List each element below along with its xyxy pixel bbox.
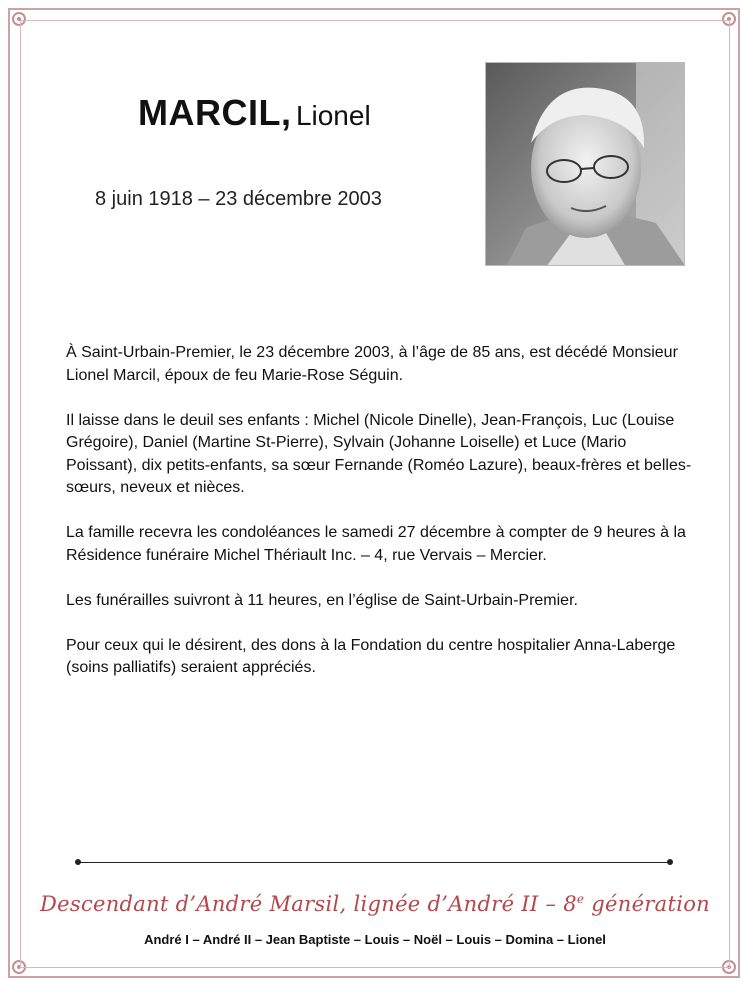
ancestor-line: André I – André II – Jean Baptiste – Louis – Noël – Louis – Domina – Lionel	[144, 932, 606, 947]
deceased-name	[138, 92, 371, 134]
divider-dot	[75, 859, 81, 865]
paragraph: À Saint-Urbain-Premier, le 23 décembre 2003, à l’âge de 85 ans, est décédé Monsieur Lionel Marcil, époux de feu Marie-Rose Séguin.	[66, 344, 678, 384]
life-dates: 8 juin 1918 – 23 décembre 2003	[95, 188, 382, 210]
divider-dot	[667, 859, 673, 865]
paragraph: Pour ceux qui le désirent, des dons à la Fondation du centre hospitalier Anna-Laberge (soins palliatifs) seraient appréciés.	[66, 636, 676, 676]
first-name: Lionel	[295, 100, 371, 131]
paragraph: La famille recevra les condoléances le samedi 27 décembre à compter de 9 heures à la Résidence funéraire Michel Thériault Inc. – 4, rue Vervais – Mercier.	[66, 524, 686, 564]
surname: MARCIL,	[138, 92, 292, 133]
lineage-line	[0, 892, 750, 916]
portrait-photo	[485, 62, 685, 266]
paragraph: Il laisse dans le deuil ses enfants : Michel (Nicole Dinelle), Jean-François, Luc (Louise Grégoire), Daniel (Martine St-Pierre), Sylvain (Johanne Loiselle) et Luce (Mario Poissant), dix petits-enfants, sa sœur Fernande (Roméo Lazure), beaux-frères et belles-sœurs, neveux et nièces.	[66, 411, 692, 496]
lineage-superscript: e	[576, 892, 585, 906]
paragraph: Les funérailles suivront à 11 heures, en l’église de Saint-Urbain-Premier.	[66, 591, 578, 609]
lineage-text: Descendant d’André Marsil, lignée d’André II – 8	[40, 892, 577, 916]
portrait-image	[486, 63, 685, 266]
lineage-suffix: génération	[584, 892, 710, 916]
divider-rule	[78, 862, 670, 863]
obituary-text	[66, 342, 696, 702]
